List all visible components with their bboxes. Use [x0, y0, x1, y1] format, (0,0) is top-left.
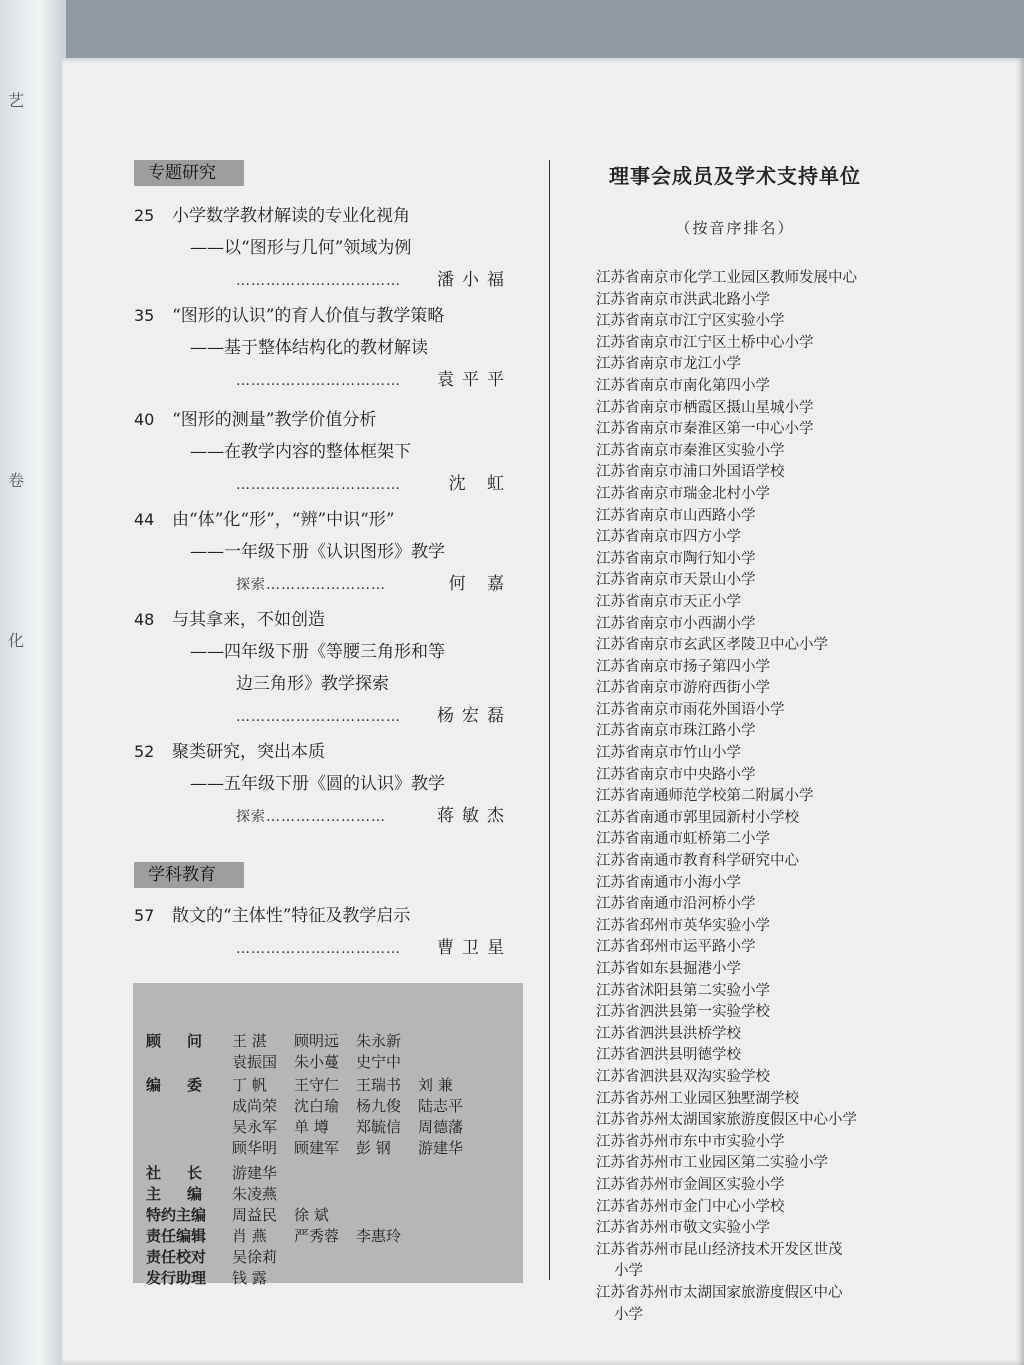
school-item: 江苏省南京市洪武北路小学	[596, 291, 770, 308]
school-item: 小学	[614, 1306, 643, 1323]
entry-subtitle: ——四年级下册《等腰三角形和等	[190, 642, 445, 662]
school-item: 江苏省苏州市太湖国家旅游度假区中心	[596, 1284, 843, 1301]
council-subtitle: （按音序排名）	[675, 219, 795, 237]
staff-name: 周德藩	[418, 1118, 464, 1136]
school-item: 江苏省南通市沿河桥小学	[596, 896, 756, 913]
toc-entry[interactable]	[134, 604, 524, 732]
toc-entry[interactable]	[134, 200, 524, 296]
staff-name: 游建华	[232, 1164, 278, 1182]
school-item: 江苏省泗洪县双沟实验学校	[596, 1068, 770, 1085]
entry-subtitle-cont: 边三角形》教学探索	[236, 674, 389, 694]
school-item: 江苏省南京市中央路小学	[596, 766, 756, 783]
staff-name: 顾明远	[294, 1032, 340, 1050]
entry-author: 杨宏磊	[437, 706, 512, 726]
school-item: 江苏省南京市天正小学	[596, 593, 741, 610]
staff-name: 袁振国	[232, 1053, 278, 1071]
school-item: 江苏省南京市山西路小学	[596, 507, 756, 524]
staff-name: 丁 帆	[232, 1076, 267, 1094]
staff-row	[146, 1138, 480, 1159]
staff-name: 顾华明	[232, 1139, 278, 1157]
entry-title: “图形的测量”教学价值分析	[172, 410, 377, 430]
page-number: 25	[134, 206, 155, 225]
staff-name: 王守仁	[294, 1076, 340, 1094]
school-item: 江苏省南通市教育科学研究中心	[596, 853, 799, 870]
school-item: 江苏省苏州市金阊区实验小学	[596, 1176, 785, 1193]
staff-role: 特约主编	[146, 1206, 207, 1224]
spine-char: 化	[8, 631, 25, 650]
entry-title: “图形的认识”的育人价值与教学策略	[172, 306, 445, 326]
leader-dots: ……………………………	[236, 709, 401, 725]
staff-name: 杨九俊	[356, 1097, 402, 1115]
leader-dots: 探索……………………	[236, 577, 386, 593]
entry-title: 散文的“主体性”特征及教学启示	[172, 906, 411, 926]
staff-name: 郑毓信	[356, 1118, 402, 1136]
toc-entry[interactable]	[134, 404, 524, 500]
entry-author: 潘小福	[437, 270, 512, 290]
staff-role: 责任校对	[146, 1248, 207, 1266]
entry-author: 蒋敏杰	[437, 806, 512, 826]
book-spine	[0, 0, 66, 1365]
school-item: 江苏省南通市小海小学	[596, 874, 741, 891]
staff-row	[146, 1226, 418, 1247]
entry-title: 由“体”化“形”，“辨”中识“形”	[172, 510, 395, 530]
staff-name: 徐 斌	[294, 1206, 329, 1224]
school-item: 江苏省邳州市英华实验小学	[596, 917, 770, 934]
school-item: 江苏省南京市栖霞区摄山星城小学	[596, 399, 814, 416]
leader-dots: 探索……………………	[236, 809, 386, 825]
staff-name: 朱永新	[356, 1032, 402, 1050]
entry-author: 袁平平	[437, 370, 512, 390]
school-item: 江苏省南京市化学工业园区教师发展中心	[596, 270, 857, 286]
entry-subtitle: ——基于整体结构化的教材解读	[190, 338, 428, 358]
toc-entry[interactable]	[134, 504, 524, 600]
entry-subtitle: ——以“图形与几何”领域为例	[190, 238, 412, 258]
leader-dots: ……………………………	[236, 941, 401, 957]
staff-name: 严秀蓉	[294, 1227, 340, 1245]
page-number: 57	[134, 906, 155, 925]
leader-dots: ……………………………	[236, 273, 401, 289]
school-item: 江苏省泗洪县第一实验学校	[596, 1004, 770, 1021]
toc-entry[interactable]	[134, 736, 524, 832]
staff-name: 成尚荣	[232, 1097, 278, 1115]
staff-row	[146, 1184, 294, 1205]
staff-name: 肖 燕	[232, 1227, 267, 1245]
council-title: 理事会成员及学术支持单位	[609, 164, 861, 188]
staff-name: 彭 钢	[356, 1139, 391, 1157]
school-item: 江苏省南京市雨花外国语小学	[596, 701, 785, 718]
staff-row	[146, 1205, 356, 1226]
entry-title: 小学数学教材解读的专业化视角	[172, 206, 410, 226]
school-item: 江苏省南京市秦淮区实验小学	[596, 442, 785, 459]
staff-row	[146, 1247, 294, 1268]
staff-name: 王瑞书	[356, 1076, 402, 1094]
school-item: 江苏省南京市浦口外国语学校	[596, 464, 785, 481]
school-item: 江苏省南京市陶行知小学	[596, 550, 756, 567]
staff-name: 沈白瑜	[294, 1097, 340, 1115]
staff-name: 朱小蔓	[294, 1053, 340, 1071]
entry-author: 何 嘉	[448, 574, 512, 594]
staff-row	[146, 1052, 418, 1073]
school-item: 江苏省泗洪县洪桥学校	[596, 1025, 741, 1042]
staff-row	[146, 1031, 418, 1052]
school-item: 江苏省苏州市工业园区第二实验小学	[596, 1155, 828, 1172]
school-item: 江苏省南京市瑞金北村小学	[596, 485, 770, 502]
school-item: 江苏省南京市江宁区土桥中心小学	[596, 334, 814, 351]
staff-row	[146, 1117, 480, 1138]
entry-title: 聚类研究，突出本质	[172, 742, 325, 762]
staff-name: 单 墫	[294, 1118, 329, 1136]
school-item: 江苏省南京市扬子第四小学	[596, 658, 770, 675]
school-item: 江苏省苏州太湖国家旅游度假区中心小学	[596, 1112, 857, 1129]
page-number: 35	[134, 306, 155, 325]
school-item: 江苏省南通师范学校第二附属小学	[596, 788, 814, 805]
staff-role: 顾问	[146, 1032, 229, 1050]
school-item: 江苏省南京市龙江小学	[596, 356, 741, 373]
school-item: 江苏省南京市秦淮区第一中心小学	[596, 421, 814, 438]
staff-role: 编委	[146, 1076, 229, 1094]
page-number: 48	[134, 610, 155, 629]
page-number: 52	[134, 742, 155, 761]
school-item: 江苏省南京市竹山小学	[596, 745, 741, 762]
spine-char: 卷	[8, 471, 25, 490]
column-divider	[549, 160, 550, 1280]
school-item: 江苏省南京市南化第四小学	[596, 377, 770, 394]
leader-dots: ……………………………	[236, 373, 401, 389]
staff-row	[146, 1096, 480, 1117]
staff-name: 刘 兼	[418, 1076, 453, 1094]
staff-role: 主编	[146, 1185, 229, 1203]
entry-subtitle: ——五年级下册《圆的认识》教学	[190, 774, 445, 794]
entry-subtitle: ——一年级下册《认识图形》教学	[190, 542, 445, 562]
school-item: 江苏省泗洪县明德学校	[596, 1047, 741, 1064]
staff-name: 吴永军	[232, 1118, 278, 1136]
school-item: 江苏省邳州市运平路小学	[596, 939, 756, 956]
staff-role: 社长	[146, 1164, 229, 1182]
staff-name: 吴徐莉	[232, 1248, 278, 1266]
staff-name: 钱 露	[232, 1269, 267, 1287]
toc-entry[interactable]	[134, 300, 524, 396]
school-list	[596, 268, 896, 1326]
spine-char: 艺	[8, 91, 25, 110]
school-item: 小学	[614, 1263, 643, 1280]
school-item: 江苏省南京市珠江路小学	[596, 723, 756, 740]
staff-row	[146, 1075, 480, 1096]
school-item: 江苏省南京市游府西街小学	[596, 680, 770, 697]
school-item: 江苏省南京市小西湖小学	[596, 615, 756, 632]
school-item: 江苏省南京市玄武区孝陵卫中心小学	[596, 637, 828, 654]
school-item: 江苏省苏州市金门中心小学校	[596, 1198, 785, 1215]
entry-title: 与其拿来，不如创造	[172, 610, 325, 630]
school-item: 江苏省南京市天景山小学	[596, 572, 756, 589]
staff-name: 顾建军	[294, 1139, 340, 1157]
entry-author: 曹卫星	[437, 938, 512, 958]
staff-name: 王 湛	[232, 1032, 267, 1050]
staff-role: 发行助理	[146, 1269, 207, 1287]
school-item: 江苏省如东县掘港小学	[596, 961, 741, 977]
staff-name: 史宁中	[356, 1053, 402, 1071]
school-item: 江苏省苏州市昆山经济技术开发区世茂	[596, 1241, 843, 1258]
school-item: 江苏省沭阳县第二实验小学	[596, 982, 770, 999]
staff-role: 责任编辑	[146, 1227, 207, 1245]
staff-row	[146, 1163, 294, 1184]
section-label-subject-education: 学科教育	[134, 862, 244, 888]
staff-name: 朱凌燕	[232, 1185, 278, 1203]
staff-name: 陆志平	[418, 1097, 464, 1115]
entry-subtitle: ——在教学内容的整体框架下	[190, 442, 411, 462]
school-item: 江苏省苏州市敬文实验小学	[596, 1220, 770, 1237]
school-item: 江苏省苏州市东中市实验小学	[596, 1133, 785, 1150]
staff-name: 游建华	[418, 1139, 464, 1157]
toc-entry[interactable]	[134, 900, 524, 964]
page-number: 40	[134, 410, 155, 429]
school-item: 江苏省南通市虹桥第二小学	[596, 831, 770, 848]
staff-row	[146, 1268, 294, 1289]
school-item: 江苏省南通市郭里园新村小学校	[596, 809, 799, 826]
school-item: 江苏省南京市江宁区实验小学	[596, 313, 785, 330]
school-item: 江苏省苏州工业园区独墅湖学校	[596, 1090, 799, 1107]
school-item: 江苏省南京市四方小学	[596, 529, 741, 546]
staff-name: 李惠玲	[356, 1227, 402, 1245]
staff-name: 周益民	[232, 1206, 278, 1224]
entry-author: 沈 虹	[448, 474, 512, 494]
section-label-special-research: 专题研究	[134, 160, 244, 186]
page-number: 44	[134, 510, 155, 529]
leader-dots: ……………………………	[236, 477, 401, 493]
